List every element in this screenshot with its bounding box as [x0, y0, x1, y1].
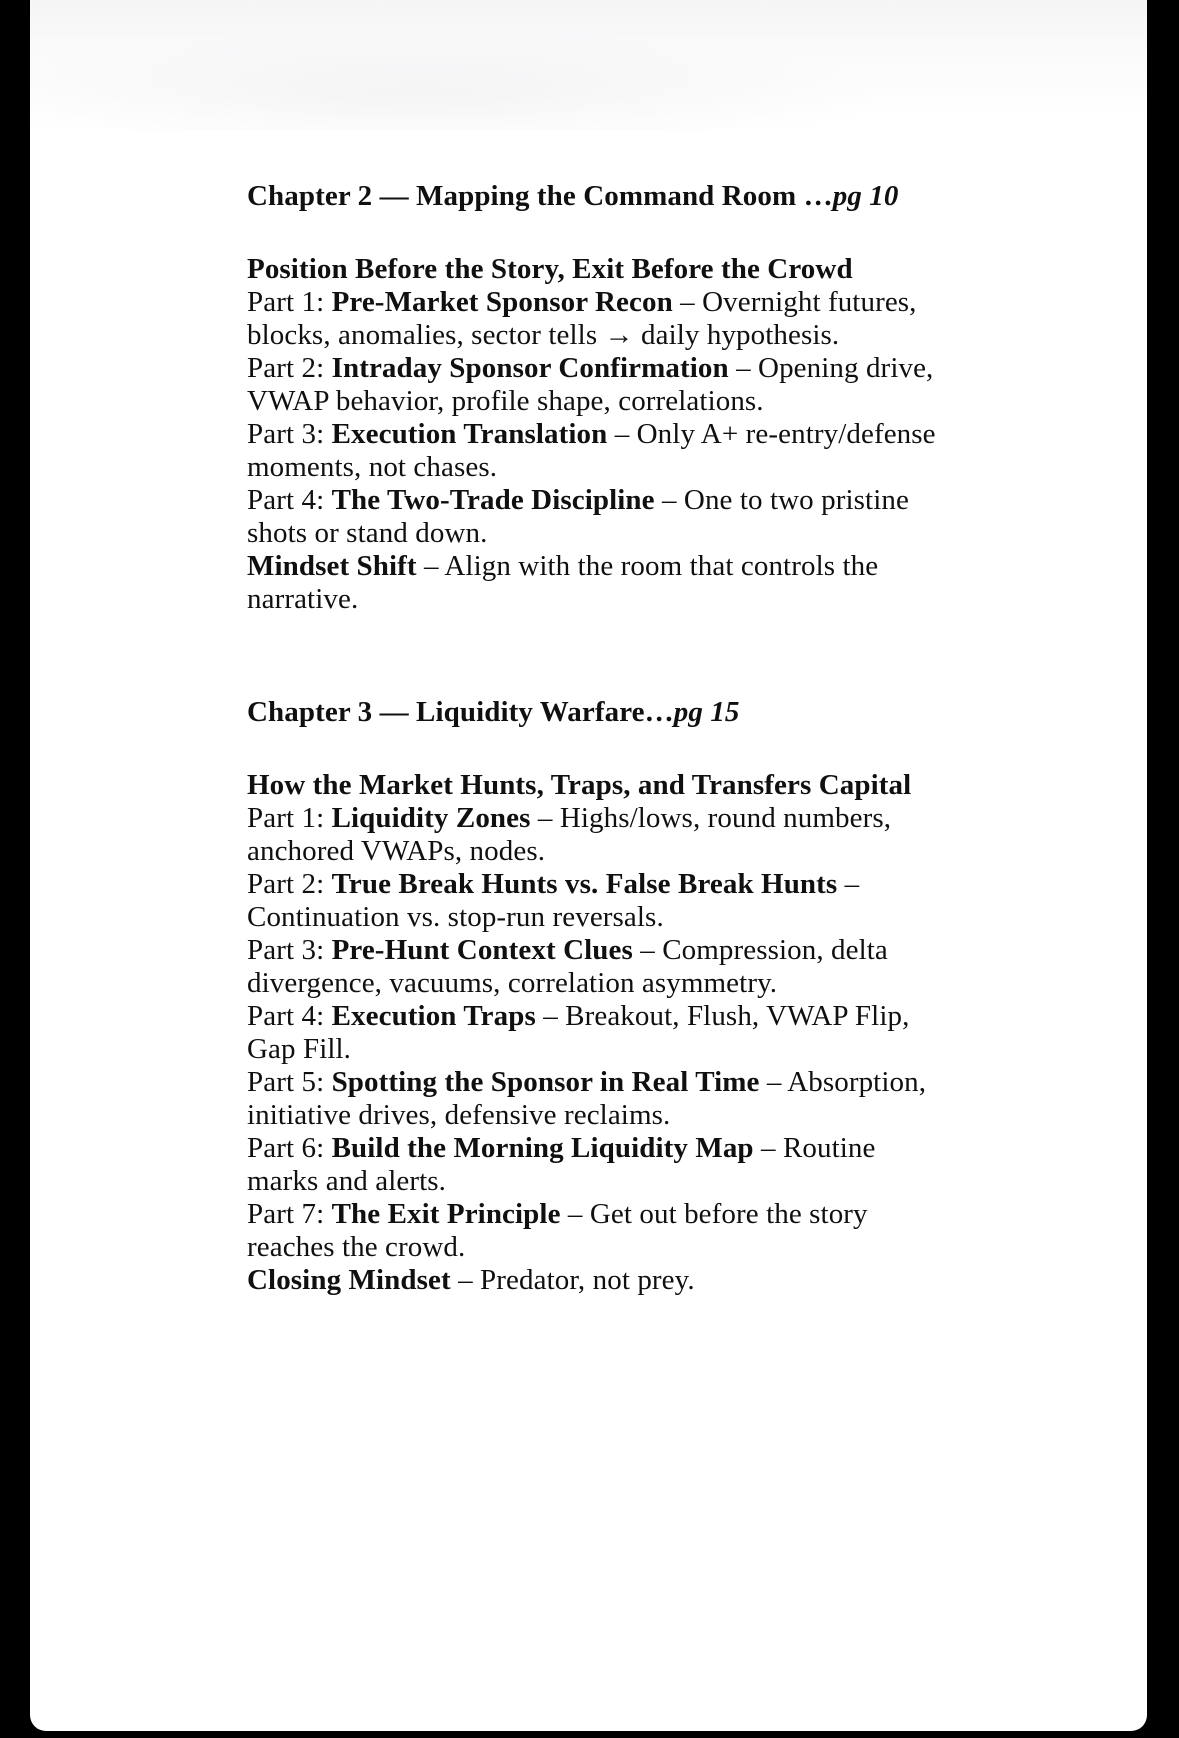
toc-line — [247, 1165, 1057, 1198]
text-segment: Mindset Shift — [247, 550, 417, 582]
text-segment: – Compression, delta — [632, 934, 888, 966]
text-segment: – Overnight futures, — [672, 286, 917, 318]
text-segment: Part 3: — [247, 934, 332, 966]
toc-line — [247, 286, 1057, 319]
toc-line — [247, 1264, 1057, 1297]
text-segment: Part 5: — [247, 1066, 332, 1098]
text-segment: The Exit Principle — [331, 1198, 561, 1230]
text-segment: Execution Translation — [331, 418, 608, 450]
text-segment: How the Market Hunts, Traps, and Transfers Capital — [247, 769, 912, 801]
text-segment: shots or stand down. — [247, 517, 488, 549]
text-segment: – Predator, not prey. — [450, 1264, 695, 1296]
text-segment: Liquidity Zones — [331, 802, 531, 834]
toc-line — [247, 1231, 1057, 1264]
toc-line — [247, 451, 1057, 484]
text-segment: pg 15 — [673, 696, 740, 728]
text-segment: Spotting the Sponsor in Real Time — [331, 1066, 760, 1098]
text-segment: – Align with the room that controls the — [416, 550, 879, 582]
text-segment: pg 10 — [832, 180, 899, 212]
text-segment: – Highs/lows, round numbers, — [530, 802, 892, 834]
text-segment: moments, not chases. — [247, 451, 498, 483]
text-segment: The Two-Trade Discipline — [331, 484, 655, 516]
toc-line — [247, 967, 1057, 1000]
text-segment: True Break Hunts vs. False Break Hunts — [331, 868, 838, 900]
toc-section-2 — [247, 180, 1057, 616]
toc-line — [247, 901, 1057, 934]
text-segment: Position Before the Story, Exit Before the Crowd — [247, 253, 853, 285]
text-segment: Continuation vs. stop-run reversals. — [247, 901, 664, 933]
paper-page — [30, 0, 1147, 1731]
text-segment: Gap Fill. — [247, 1033, 352, 1065]
text-segment: Execution Traps — [331, 1000, 536, 1032]
text-segment: Chapter 3 — Liquidity Warfare… — [247, 696, 674, 728]
text-segment: Part 4: — [247, 484, 332, 516]
toc-line — [247, 385, 1057, 418]
chapter-heading — [247, 696, 1057, 729]
text-segment: – Only A+ re-entry/defense — [607, 418, 936, 450]
toc-line — [247, 253, 1057, 286]
toc-line — [247, 868, 1057, 901]
toc-section-3 — [247, 696, 1057, 1297]
toc-line — [247, 484, 1057, 517]
toc-line — [247, 1132, 1057, 1165]
toc-line — [247, 934, 1057, 967]
toc-line — [247, 769, 1057, 802]
text-segment: anchored VWAPs, nodes. — [247, 835, 546, 867]
page-top-shading — [30, 0, 1147, 130]
toc-line — [247, 319, 1057, 352]
text-segment: – One to two pristine — [654, 484, 909, 516]
text-segment: reaches the crowd. — [247, 1231, 466, 1263]
toc — [247, 180, 1057, 1297]
text-segment: Part 3: — [247, 418, 332, 450]
text-segment: Part 2: — [247, 868, 332, 900]
text-segment: Part 4: — [247, 1000, 332, 1032]
toc-line — [247, 1066, 1057, 1099]
chapter-heading — [247, 180, 1057, 213]
text-segment: marks and alerts. — [247, 1165, 446, 1197]
toc-line — [247, 1033, 1057, 1066]
text-segment: Part 7: — [247, 1198, 332, 1230]
text-segment: – Routine — [753, 1132, 876, 1164]
text-segment: blocks, anomalies, sector tells → daily hypothesis. — [247, 319, 840, 351]
text-segment: Pre-Hunt Context Clues — [331, 934, 633, 966]
text-segment: – — [837, 868, 860, 900]
text-segment: Intraday Sponsor Confirmation — [331, 352, 729, 384]
toc-line — [247, 352, 1057, 385]
text-segment: Part 1: — [247, 802, 332, 834]
toc-line — [247, 1000, 1057, 1033]
toc-line — [247, 418, 1057, 451]
text-segment: narrative. — [247, 583, 359, 615]
text-segment: initiative drives, defensive reclaims. — [247, 1099, 671, 1131]
toc-line — [247, 835, 1057, 868]
text-segment: – Absorption, — [759, 1066, 927, 1098]
text-segment: divergence, vacuums, correlation asymmetry. — [247, 967, 778, 999]
text-segment: – Breakout, Flush, VWAP Flip, — [535, 1000, 910, 1032]
text-segment: Part 1: — [247, 286, 332, 318]
toc-line — [247, 802, 1057, 835]
toc-line — [247, 550, 1057, 583]
text-segment: Part 6: — [247, 1132, 332, 1164]
text-segment: VWAP behavior, profile shape, correlations. — [247, 385, 764, 417]
toc-line — [247, 517, 1057, 550]
toc-line — [247, 583, 1057, 616]
toc-line — [247, 1099, 1057, 1132]
text-segment: Build the Morning Liquidity Map — [331, 1132, 754, 1164]
text-segment: Pre-Market Sponsor Recon — [331, 286, 673, 318]
text-segment: Closing Mindset — [247, 1264, 451, 1296]
text-segment: – Opening drive, — [728, 352, 934, 384]
toc-line — [247, 1198, 1057, 1231]
text-segment: – Get out before the story — [560, 1198, 868, 1230]
text-segment: Chapter 2 — Mapping the Command Room … — [247, 180, 833, 212]
text-segment: Part 2: — [247, 352, 332, 384]
